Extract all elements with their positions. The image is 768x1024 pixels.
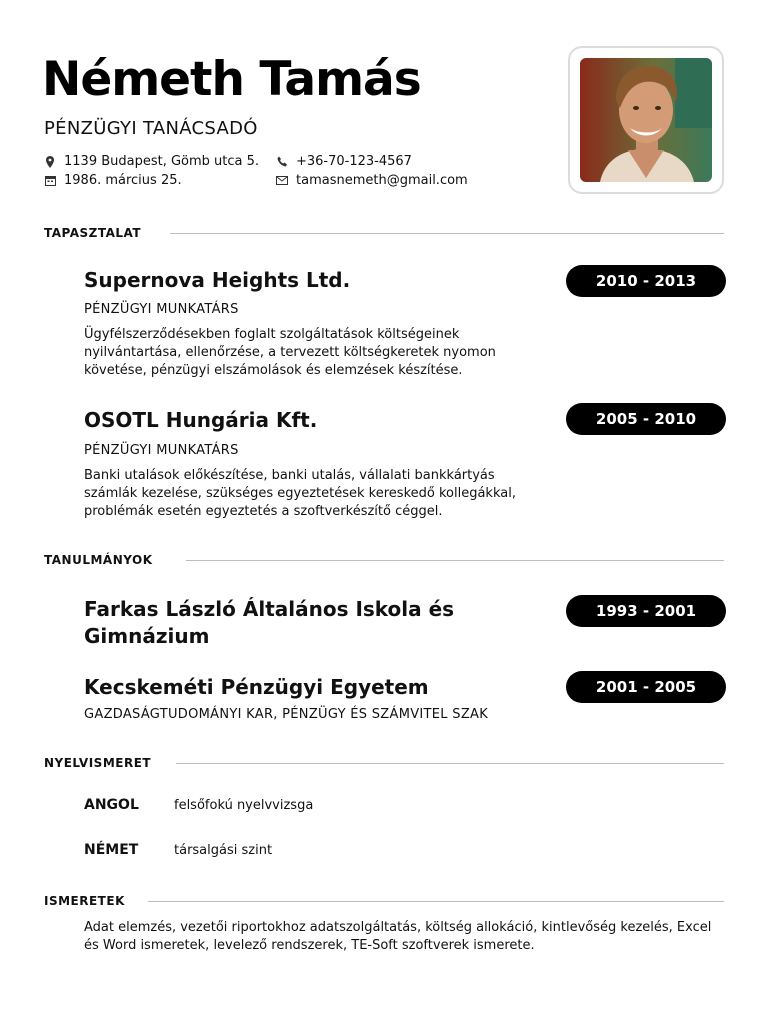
section-title-languages: NYELVISMERET xyxy=(44,756,152,770)
phone-line xyxy=(276,154,412,169)
section-divider xyxy=(186,560,724,561)
experience-description: Ügyfélszerződésekben foglalt szolgáltatások költségeinek nyilvántartása, ellenőrzése, a tervezett költségkeretek nyomon követése, pénzügyi elszámolások és elemzések készítése. xyxy=(84,327,496,378)
language-name: NÉMET xyxy=(84,842,139,858)
map-pin-icon xyxy=(44,156,56,168)
section-divider xyxy=(170,233,724,234)
experience-company: OSOTL Hungária Kft. xyxy=(84,408,318,432)
experience-position: PÉNZÜGYI MUNKATÁRS xyxy=(84,302,239,317)
profile-photo xyxy=(580,58,712,182)
birth-line xyxy=(44,173,182,188)
email-line xyxy=(276,173,468,188)
skills-text: Adat elemzés, vezetői riportokhoz adatszolgáltatás, költség allokáció, kintlevőség kezelés, Excel és Word ismeretek, levelező rendszerek, TE-Soft szoftverek ismerete. xyxy=(84,920,712,953)
email-text: tamasnemeth@gmail.com xyxy=(296,173,468,188)
experience-description: Banki utalások előkészítése, banki utalás, vállalati bankkártyás számlák kezelése, szükséges egyeztetések kereskedő kollegákkal, problémák esetén egyeztetés a szoftverkészítő céggel. xyxy=(84,468,516,519)
education-period-badge: 2001 - 2005 xyxy=(566,671,726,703)
envelope-icon xyxy=(276,175,288,187)
birth-text: 1986. március 25. xyxy=(64,173,182,188)
education-school: Farkas László Általános Iskola és Gimnázium xyxy=(84,597,455,648)
education-school: Kecskeméti Pénzügyi Egyetem xyxy=(84,675,429,699)
section-divider xyxy=(148,901,724,902)
language-level: társalgási szint xyxy=(174,843,273,858)
section-title-education: TANULMÁNYOK xyxy=(44,553,153,567)
education-period-badge: 1993 - 2001 xyxy=(566,595,726,627)
language-name: ANGOL xyxy=(84,797,139,813)
section-divider xyxy=(176,763,724,764)
experience-period-badge: 2005 - 2010 xyxy=(566,403,726,435)
experience-position: PÉNZÜGYI MUNKATÁRS xyxy=(84,443,239,458)
section-title-experience: TAPASZTALAT xyxy=(44,226,142,240)
address-line xyxy=(44,154,259,169)
candidate-role: PÉNZÜGYI TANÁCSADÓ xyxy=(44,118,258,139)
address-text: 1139 Budapest, Gömb utca 5. xyxy=(64,154,260,169)
candidate-name: Németh Tamás xyxy=(42,52,421,107)
phone-text: +36-70-123-4567 xyxy=(296,154,412,169)
education-faculty: GAZDASÁGTUDOMÁNYI KAR, PÉNZÜGY ÉS SZÁMVITEL SZAK xyxy=(84,707,489,722)
profile-photo-frame xyxy=(568,46,724,194)
section-title-skills: ISMERETEK xyxy=(44,894,125,908)
phone-icon xyxy=(276,156,288,168)
language-level: felsőfokú nyelvvizsga xyxy=(174,798,314,813)
experience-period-badge: 2010 - 2013 xyxy=(566,265,726,297)
experience-company: Supernova Heights Ltd. xyxy=(84,268,351,292)
calendar-icon xyxy=(44,175,56,187)
